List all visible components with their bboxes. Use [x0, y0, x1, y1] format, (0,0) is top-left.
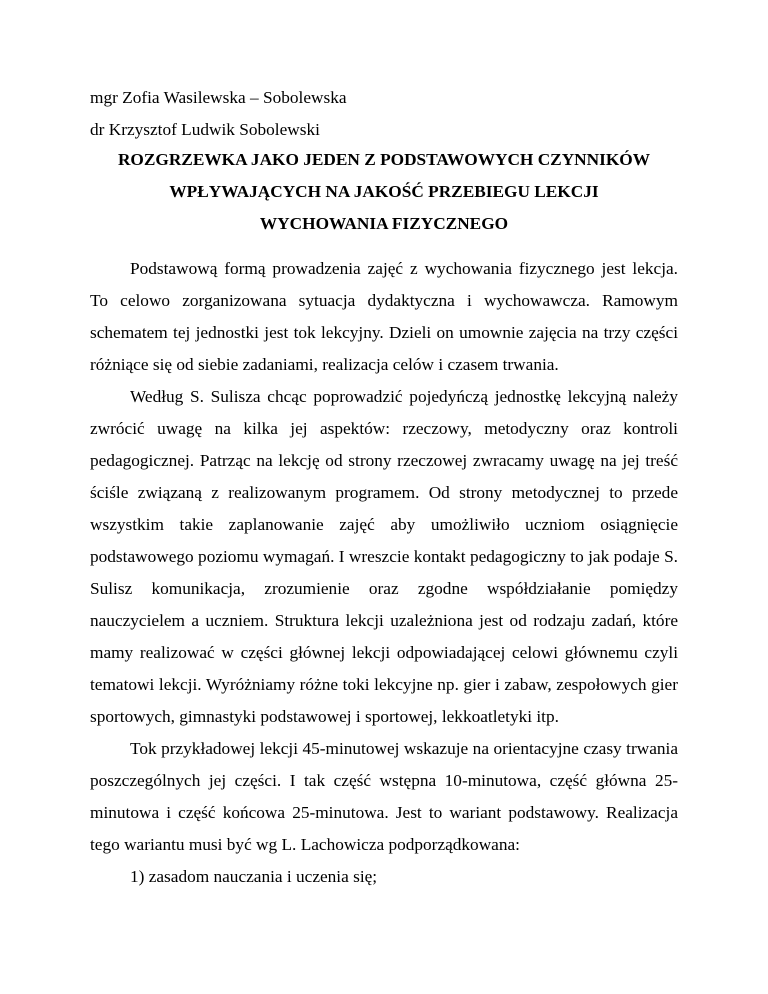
paragraph-3: Tok przykładowej lekcji 45-minutowej wskazuje na orientacyjne czasy trwania poszczególnych jej części. I tak część wstępna 10-minutowa, część główna 25-minutowa i część końcowa 25-minutowa. Jest to wariant podstawowy. Realizacja tego wariantu musi być wg L. Lachowicza podporządkowana:: [90, 739, 678, 854]
paragraph-2: Według S. Sulisza chcąc poprowadzić pojedyńczą jednostkę lekcyjną należy zwrócić uwagę na kilka jej aspektów: rzeczowy, metodyczny oraz kontroli pedagogicznej. Patrząc na lekcję od strony rzeczowej zwracamy uwagę na jej treść ściśle związaną z realizowanym programem. Od strony metodycznej to przede wszystkim takie zaplanowanie zajęć aby umożliwiło uczniom osiągnięcie podstawowego poziomu wymagań. I wreszcie kontakt pedagogiczny to jak podaje S. Sulisz komunikacja, zrozumienie oraz zgodne współdziałanie pomiędzy nauczycielem a uczniem. Struktura lekcji uzależniona jest od rodzaju zadań, które mamy realizować w części głównej lekcji odpowiadającej celowi głównemu czyli tematowi lekcji. Wyróżniamy różne toki lekcyjne np. gier i zabaw, zespołowych gier sportowych, gimnastyki podstawowej i sportowej, lekkoatletyki itp.: [90, 387, 678, 726]
title-line-1: ROZGRZEWKA JAKO JEDEN Z PODSTAWOWYCH CZYNNIKÓW: [117, 150, 651, 169]
title-line-3: WYCHOWANIA FIZYCZNEGO: [259, 214, 509, 233]
title-line-2: WPŁYWAJĄCYCH NA JAKOŚĆ PRZEBIEGU LEKCJI: [169, 182, 599, 201]
paragraph-1: Podstawową formą prowadzenia zajęć z wychowania fizycznego jest lekcja. To celowo zorganizowana sytuacja dydaktyczna i wychowawcza. Ramowym schematem tej jednostki jest tok lekcyjny. Dzieli on umownie zajęcia na trzy części różniące się od siebie zadaniami, realizacja celów i czasem trwania.: [90, 259, 678, 374]
list-item-1: 1) zasadom nauczania i uczenia się;: [130, 867, 378, 886]
author-line-1: mgr Zofia Wasilewska – Sobolewska: [90, 88, 347, 107]
author-line-2: dr Krzysztof Ludwik Sobolewski: [90, 120, 320, 139]
body-text: [90, 253, 678, 893]
